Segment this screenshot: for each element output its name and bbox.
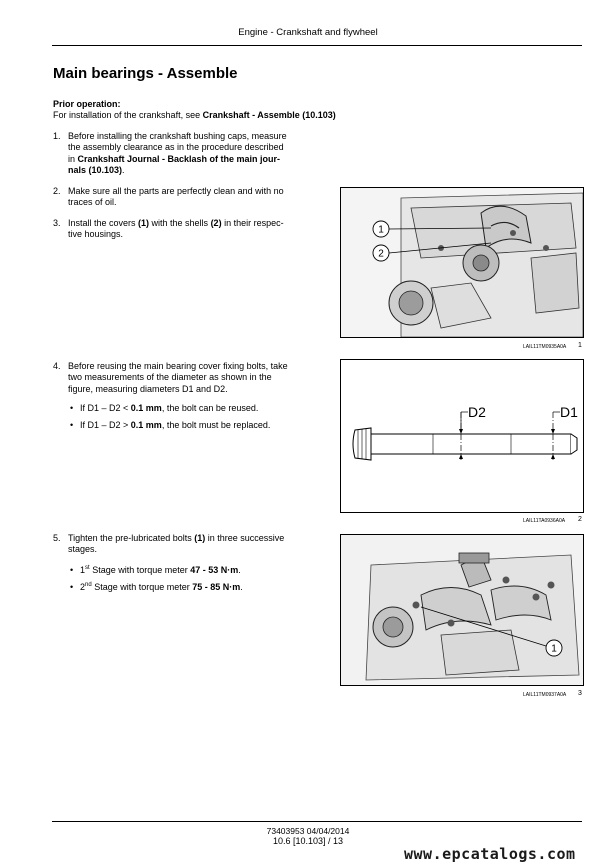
footer-page-number: 10.6 [10.103] / 13 <box>272 836 344 846</box>
figure-3-image <box>340 534 584 686</box>
running-header: Engine - Crankshaft and flywheel <box>238 27 378 38</box>
step-5-text: Tighten the pre-lubricated bolts (1) in three successive stages. <box>68 533 285 555</box>
step-4-bullet-2: If D1 – D2 > 0.1 mm, the bolt must be replaced. <box>80 420 271 430</box>
prior-operation-text: For installation of the crankshaft, see Crankshaft - Assemble (10.103) <box>53 110 336 120</box>
step-4-bullet-1: If D1 – D2 < 0.1 mm, the bolt can be reused. <box>80 403 259 413</box>
step-5-bullet-1-marker: • <box>70 565 74 575</box>
figure-3-number: 3 <box>578 690 582 697</box>
step-1-line-4: nals (10.103). <box>68 164 125 175</box>
step-2-number: 2. <box>53 186 61 196</box>
figure-1-image <box>340 187 584 338</box>
header-rule <box>52 45 582 46</box>
step-1-number: 1. <box>53 131 61 141</box>
step-5-bullet-2: 2nd Stage with torque meter 75 - 85 N·m. <box>80 582 243 592</box>
figure-3-code: LAIL11TM0937A0A <box>523 692 567 698</box>
step-4-bullet-2-marker: • <box>70 420 74 430</box>
step-1-text: Before installing the crankshaft bushing caps, measure the assembly clearance as in the procedure described in Crankshaft Journal - Backlash of the main jour- nals (10.103). <box>68 131 287 175</box>
figure-3-callout-1: 1 <box>551 643 557 655</box>
footer-doc-id: 73403953 04/04/2014 <box>266 826 350 836</box>
figure-2-label-d1: D1 <box>560 404 578 420</box>
figure-2-image <box>340 359 584 513</box>
page-title: Main bearings - Assemble <box>53 65 238 82</box>
figure-1-callout-2: 2 <box>378 248 384 260</box>
prior-operation-label: Prior operation: <box>53 99 121 109</box>
step-1-line-3: in Crankshaft Journal - Backlash of the main jour- <box>68 153 281 164</box>
step-5-number: 5. <box>53 533 61 543</box>
step-5-bullet-1: 1st Stage with torque meter 47 - 53 N·m. <box>80 565 241 575</box>
step-4-bullet-1-marker: • <box>70 403 74 413</box>
step-4-text: Before reusing the main bearing cover fixing bolts, take two measurements of the diameter as shown in the figure, measuring diameters D1 and D2. <box>68 361 288 394</box>
step-5-bullet-2-marker: • <box>70 582 74 592</box>
figure-1-callout-1: 1 <box>378 224 384 236</box>
step-2-text: Make sure all the parts are perfectly clean and with no traces of oil. <box>68 186 284 208</box>
watermark: www.epcatalogs.com <box>404 845 576 863</box>
prior-operation-ref: Crankshaft - Assemble (10.103) <box>202 110 336 120</box>
footer-rule <box>52 821 582 822</box>
figure-2-code: LAIL11TA0936A0A <box>523 518 566 524</box>
figure-1-code: LAIL11TM0935A0A <box>523 344 567 350</box>
figure-2-number: 2 <box>578 516 582 523</box>
step-3-text: Install the covers (1) with the shells (2) in their respec- tive housings. <box>68 218 284 240</box>
figure-1-number: 1 <box>578 342 582 349</box>
figure-2-label-d2: D2 <box>468 404 486 420</box>
step-3-number: 3. <box>53 218 61 228</box>
step-4-number: 4. <box>53 361 61 371</box>
